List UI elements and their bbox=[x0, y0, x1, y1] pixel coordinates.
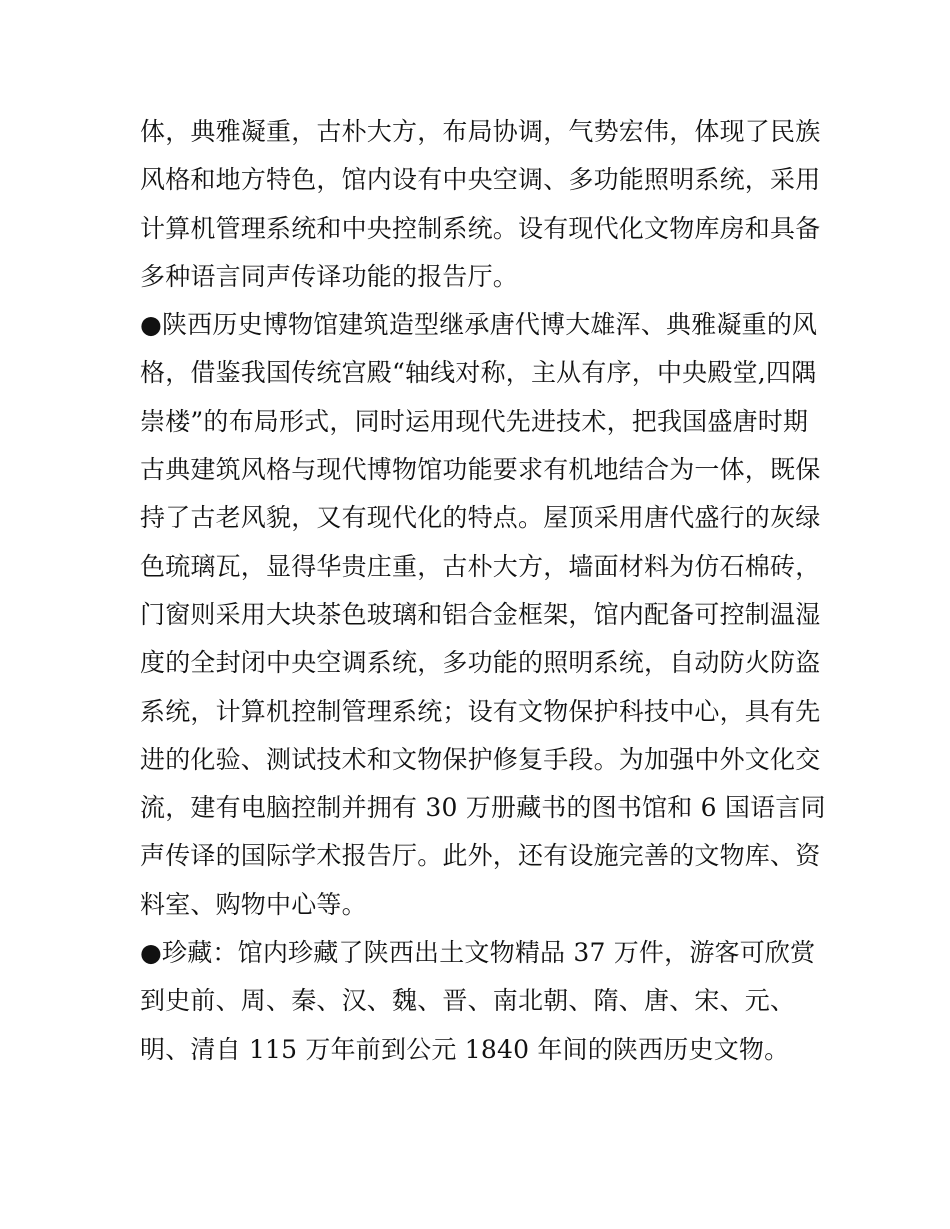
text-line: 系统，计算机控制管理系统；设有文物保护科技中心，具有先 bbox=[140, 696, 821, 726]
text-line: 持了古老风貌，又有现代化的特点。屋顶采用唐代盛行的灰绿 bbox=[140, 503, 821, 533]
text-line: 计算机管理系统和中央控制系统。设有现代化文物库房和具备 bbox=[140, 213, 821, 243]
text-line: 料室、购物中心等。 bbox=[140, 889, 367, 919]
paragraph-continuation bbox=[140, 108, 820, 301]
text-line: ●陕西历史博物馆建筑造型继承唐代博大雄浑、典雅凝重的风 bbox=[140, 310, 818, 340]
text-line: 声传译的国际学术报告厅。此外，还有设施完善的文物库、资 bbox=[140, 841, 821, 871]
text-line: 度的全封闭中央空调系统，多功能的照明系统，自动防火防盗 bbox=[140, 648, 821, 678]
text-line: 格，借鉴我国传统宫殿“轴线对称，主从有序，中央殿堂,四隅 bbox=[140, 358, 817, 388]
text-line: 流，建有电脑控制并拥有 30 万册藏书的图书馆和 6 国语言同 bbox=[140, 793, 826, 823]
text-line: 体，典雅凝重，古朴大方，布局协调，气势宏伟，体现了民族 bbox=[140, 117, 821, 146]
text-line: 崇楼”的布局形式，同时运用现代先进技术，把我国盛唐时期 bbox=[140, 406, 809, 436]
text-line: 进的化验、测试技术和文物保护修复手段。为加强中外文化交 bbox=[140, 744, 821, 774]
text-line: 风格和地方特色，馆内设有中央空调、多功能照明系统，采用 bbox=[140, 165, 821, 195]
text-line: 到史前、周、秦、汉、魏、晋、南北朝、隋、唐、宋、元、 bbox=[140, 986, 796, 1016]
text-line: 明、清自 115 万年前到公元 1840 年间的陕西历史文物。 bbox=[140, 1034, 790, 1064]
paragraph-architecture bbox=[140, 301, 826, 929]
text-line: 门窗则采用大块茶色玻璃和铝合金框架，馆内配备可控制温湿 bbox=[140, 599, 821, 629]
text-line: ●珍藏：馆内珍藏了陕西出土文物精品 37 万件，游客可欣赏 bbox=[140, 938, 816, 968]
paragraph-collection bbox=[140, 929, 820, 1074]
text-line: 色琉璃瓦，显得华贵庄重，古朴大方，墙面材料为仿石棉砖， bbox=[140, 551, 821, 581]
document-body bbox=[140, 108, 826, 1074]
text-line: 多种语言同声传译功能的报告厅。 bbox=[140, 261, 519, 291]
text-line: 古典建筑风格与现代博物馆功能要求有机地结合为一体，既保 bbox=[140, 455, 821, 485]
